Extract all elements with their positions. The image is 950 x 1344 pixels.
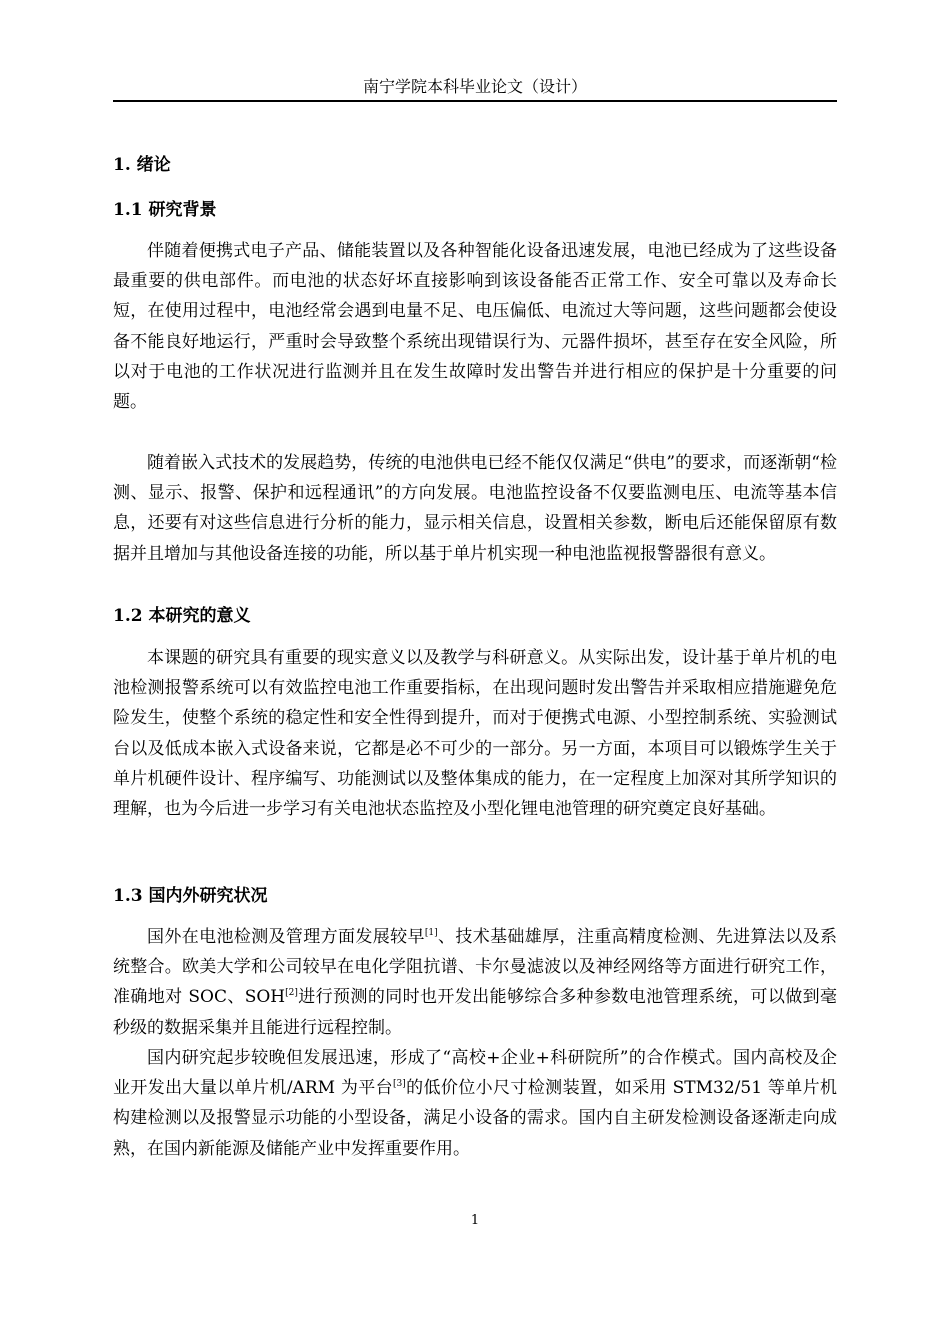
paragraph-text: 进行预测的同时也开发出能够综合多种参数电池管理系统，可以做到毫秒级的数据采集并且能进行远程控制。 bbox=[113, 987, 837, 1038]
paragraph-text: 国内研究起步较晚但发展迅速，形成了“高校+企业+科研院所”的合作模式。国内高校及企业开发出大量以单片机/ARM 为平台 bbox=[113, 1048, 837, 1099]
paragraph-text: 、技术基础雄厚，注重高精度检测、先进算法以及系统整合。欧美大学和公司较早在电化学阻抗谱、卡尔曼滤波以及神经网络等方面进行研究工作，准确地对 SOC、SOH bbox=[113, 927, 838, 1008]
section-heading-1-3: 1.3 国内外研究状况 bbox=[113, 886, 268, 906]
page-number: 1 bbox=[470, 1213, 480, 1228]
paragraph-foreign-research bbox=[113, 922, 837, 1043]
paragraph-background-1: 伴随着便携式电子产品、储能装置以及各种智能化设备迅速发展，电池已经成为了这些设备最重要的供电部件。而电池的状态好坏直接影响到该设备能否正常工作、安全可靠以及寿命长短，在使用过程中，电池经常会遇到电量不足、电压偏低、电流过大等问题，这些问题都会使设备不能良好地运行，严重时会导致整个系统出现错误行为、元器件损坏，甚至存在安全风险，所以对于电池的工作状况进行监测并且在发生故障时发出警告并进行相应的保护是十分重要的问题。 bbox=[113, 241, 837, 413]
paragraph-domestic-research bbox=[113, 1043, 837, 1164]
section-heading-1-1: 1.1 研究背景 bbox=[113, 200, 217, 220]
citation-3: [3] bbox=[392, 1079, 406, 1090]
paragraph-text: 国外在电池检测及管理方面发展较早 bbox=[147, 927, 425, 947]
citation-2: [2] bbox=[285, 988, 298, 999]
chapter-heading: 1. 绪论 bbox=[113, 155, 171, 175]
running-header: 南宁学院本科毕业论文（设计） bbox=[362, 77, 587, 96]
section-heading-1-2: 1.2 本研究的意义 bbox=[113, 606, 251, 626]
paragraph-background-2: 随着嵌入式技术的发展趋势，传统的电池供电已经不能仅仅满足“供电”的要求，而逐渐朝“检测、显示、报警、保护和远程通讯”的方向发展。电池监控设备不仅要监测电压、电流等基本信息，还要有对这些信息进行分析的能力，显示相关信息，设置相关参数，断电后还能保留原有数据并且增加与其他设备连接的功能，所以基于单片机实现一种电池监视报警器很有意义。 bbox=[113, 453, 837, 564]
header-rule bbox=[113, 100, 837, 102]
paragraph-text: 的低价位小尺寸检测装置，如采用 STM32/51 等单片机构建检测以及报警显示功能的小型设备，满足小设备的需求。国内自主研发检测设备逐渐走向成熟，在国内新能源及储能产业中发挥重要作用。 bbox=[113, 1078, 837, 1159]
paragraph-significance: 本课题的研究具有重要的现实意义以及教学与科研意义。从实际出发，设计基于单片机的电池检测报警系统可以有效监控电池工作重要指标，在出现问题时发出警告并采取相应措施避免危险发生，使整个系统的稳定性和安全性得到提升，而对于便携式电源、小型控制系统、实验测试台以及低成本嵌入式设备来说，它都是必不可少的一部分。另一方面，本项目可以锻炼学生关于单片机硬件设计、程序编写、功能测试以及整体集成的能力，在一定程度上加深对其所学知识的理解，也为今后进一步学习有关电池状态监控及小型化锂电池管理的研究奠定良好基础。 bbox=[113, 648, 837, 820]
citation-1: [1] bbox=[424, 928, 438, 938]
